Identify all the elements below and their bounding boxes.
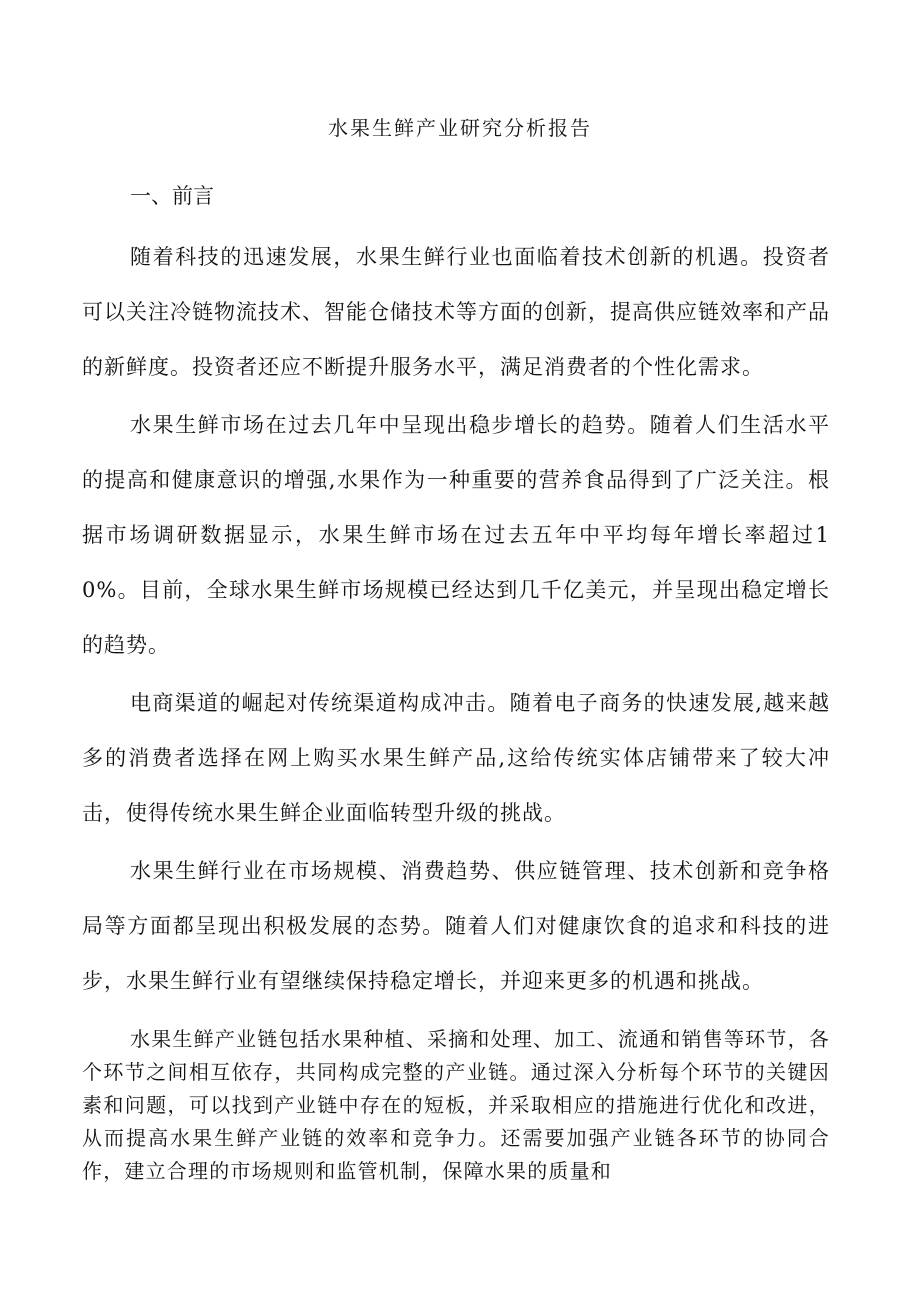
paragraph: 随着科技的迅速发展，水果生鲜行业也面临着技术创新的机遇。投资者可以关注冷链物流技术、智能仓储技术等方面的创新，提高供应链效率和产品的新鲜度。投资者还应不断提升服务水平，满足消费者的个性化需求。: [82, 245, 830, 379]
paragraph: 电商渠道的崛起对传统渠道构成冲击。随着电子商务的快速发展,越来越多的消费者选择在网上购买水果生鲜产品,这给传统实体店铺带来了较大冲击，使得传统水果生鲜企业面临转型升级的挑战。: [82, 691, 830, 825]
paragraph: 水果生鲜行业在市场规模、消费趋势、供应链管理、技术创新和竞争格局等方面都呈现出积极发展的态势。随着人们对健康饮食的追求和科技的进步，水果生鲜行业有望继续保持稳定增长，并迎来更多的机遇和挑战。: [82, 859, 830, 993]
paragraph: 水果生鲜市场在过去几年中呈现出稳步增长的趋势。随着人们生活水平的提高和健康意识的增强,水果作为一种重要的营养食品得到了广泛关注。根据市场调研数据显示，水果生鲜市场在过去五年中平均每年增长率超过10%。目前，全球水果生鲜市场规模已经达到几千亿美元，并呈现出稳定增长的趋势。: [82, 413, 830, 657]
paragraph: 水果生鲜产业链包括水果种植、采摘和处理、加工、流通和销售等环节，各个环节之间相互依存，共同构成完整的产业链。通过深入分析每个环节的关键因素和问题，可以找到产业链中存在的短板，并采取相应的措施进行优化和改进，从而提高水果生鲜产业链的效率和竞争力。还需要加强产业链各环节的协同合作，建立合理的市场规则和监管机制，保障水果的质量和: [82, 1027, 830, 1183]
document-title: 水果生鲜产业研究分析报告: [328, 116, 592, 140]
section-heading: 一、前言: [130, 184, 214, 208]
